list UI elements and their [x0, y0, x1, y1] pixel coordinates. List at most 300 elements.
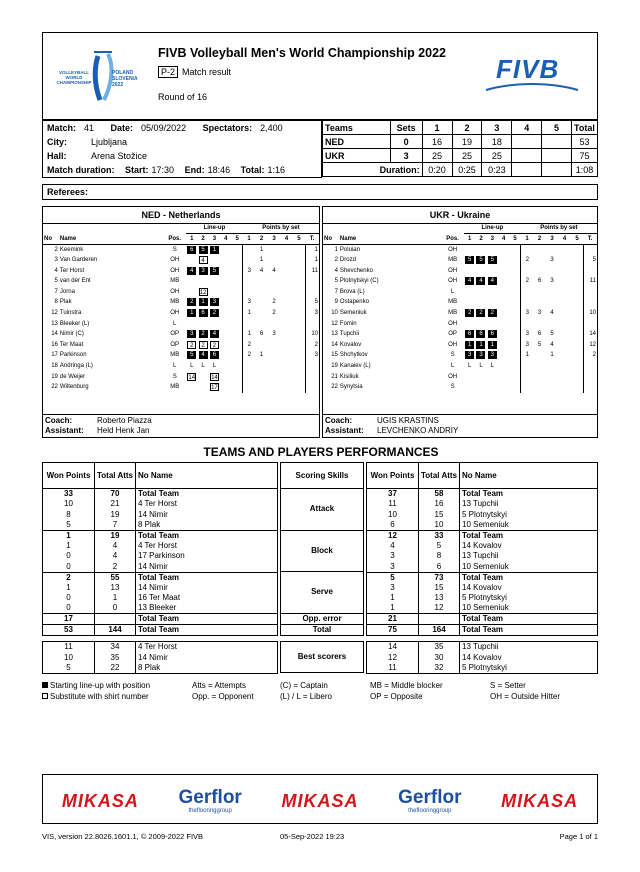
lineup-cell [220, 340, 231, 351]
set-points: 2 [272, 310, 276, 317]
roster-row [43, 350, 319, 361]
roster-col-header: 1 [186, 234, 197, 245]
lineup-cell [498, 297, 509, 308]
lineup-cell [231, 255, 242, 266]
perf-row [43, 551, 278, 561]
roster-row [323, 340, 597, 351]
legend-item: OH = Outside Hitter [490, 692, 561, 701]
lineup-cell [209, 340, 220, 351]
perf-col-header: Total Atts [95, 463, 136, 489]
player-position: L [173, 363, 177, 370]
roster-group-row [323, 223, 597, 234]
lineup-cell [475, 255, 486, 266]
team-title: NED - Netherlands [43, 207, 319, 223]
player-position: OP [448, 331, 457, 338]
score-sets: 3 [390, 149, 422, 163]
lineup-cell [498, 371, 509, 382]
lineup-mark: 6 [187, 246, 196, 254]
perf-value: 73 [419, 572, 460, 583]
lineup-cell [498, 244, 509, 255]
roster-col-header: 1 [243, 234, 255, 245]
set-points [558, 340, 571, 351]
set-points: 4 [259, 267, 264, 274]
perf-player: Total Team [460, 489, 598, 500]
lineup-cell [509, 287, 520, 298]
legend-item: (L) / L = Libero [280, 692, 332, 701]
match-number: 41 [84, 123, 95, 133]
player-number: 4 [54, 267, 58, 274]
set-points: 1 [259, 246, 264, 253]
set-points: 1 [550, 352, 554, 359]
perf-row [367, 663, 598, 674]
perf-player: Total Team [460, 625, 598, 636]
perf-value: 6 [419, 562, 460, 573]
player-position: OH [448, 246, 458, 253]
set-points [243, 318, 255, 329]
set-points [280, 340, 292, 351]
lineup-cell [498, 340, 509, 351]
score-set [542, 149, 572, 163]
set-points [268, 255, 280, 266]
roster-col-header: 1 [464, 234, 475, 245]
assistant-line [325, 426, 595, 436]
host-2: SLOVENIA [112, 76, 138, 82]
score-col-set5: 5 [542, 121, 572, 135]
empty-square-icon [42, 693, 48, 699]
perf-value: 17 [43, 614, 95, 625]
lineup-mark: 6 [210, 351, 219, 359]
roster-col-header: Name [59, 234, 163, 245]
player-number: 16 [51, 341, 58, 348]
lineup-cell [186, 340, 197, 351]
perf-row [43, 489, 278, 500]
coach-label: Coach: [325, 416, 353, 425]
city-value: Ljubljana [91, 137, 128, 147]
set-points [521, 361, 534, 372]
player-name: Synytsia [339, 384, 363, 391]
lineup-cell [220, 308, 231, 319]
sponsor-logos [42, 784, 598, 818]
match-label: Match: [47, 123, 76, 133]
skill-label: Total [281, 624, 364, 635]
player-position: OP [170, 331, 180, 338]
player-name: Shevchenko [339, 267, 373, 274]
roster-group-spacer [43, 223, 186, 234]
lineup-cell [209, 265, 220, 276]
set-points: 1 [243, 308, 255, 319]
mikasa-logo: MIKASA [281, 790, 359, 811]
city-label: City: [47, 137, 67, 147]
roster-col-header: 2 [255, 234, 267, 245]
lineup-mark: 6 [476, 330, 485, 338]
roster-group-spacer [323, 223, 464, 234]
lineup-cell [509, 276, 520, 287]
perf-value: 75 [367, 625, 419, 636]
lineup-cell [186, 382, 197, 393]
player-name: Tupchii [339, 331, 360, 338]
set-points [558, 308, 571, 319]
roster-title-row [43, 207, 319, 223]
player-position: MB [170, 299, 180, 306]
lineup-cell [475, 340, 486, 351]
player-number: 12 [331, 320, 338, 327]
set-points [546, 382, 559, 393]
lineup-cell [197, 382, 208, 393]
set-points [521, 287, 534, 298]
fivb-logo-text: FIVB [496, 54, 560, 84]
coach-line [325, 416, 595, 426]
lineup-cell [498, 361, 509, 372]
perf-value: 58 [419, 489, 460, 500]
perf-value: 70 [95, 489, 136, 500]
set-points [558, 371, 571, 382]
set-points [521, 297, 534, 308]
set-points [293, 255, 305, 266]
staff-block [43, 414, 319, 437]
staff-block [323, 414, 597, 437]
set-points [521, 371, 534, 382]
perf-value: 14 [367, 642, 419, 653]
lineup-cell [231, 276, 242, 287]
set-points [243, 255, 255, 266]
lineup-cell [197, 308, 208, 319]
roster-row [323, 371, 597, 382]
footer-printed: 05-Sep-2022 19:23 [280, 832, 345, 841]
perf-row [367, 652, 598, 662]
set-points: 2 [521, 276, 534, 287]
assistant-label: Assistant: [45, 426, 84, 435]
mikasa-logo: MIKASA [501, 790, 579, 811]
lineup-cell [509, 255, 520, 266]
perf-player: 4 Ter Horst [136, 642, 278, 653]
match-result-sheet [24, 10, 618, 862]
lineup-mark: 2 [199, 341, 208, 349]
lineup-cell [220, 361, 231, 372]
lineup-cell [509, 382, 520, 393]
roster-col-header: 5 [231, 234, 242, 245]
set-points [280, 361, 292, 372]
player-name: Semeniuk [339, 310, 367, 317]
roster-table [43, 207, 319, 393]
set-points [558, 350, 571, 361]
set-points [280, 297, 292, 308]
set-points [280, 255, 292, 266]
score-set: 25 [452, 149, 482, 163]
roster-row [323, 318, 597, 329]
score-team: UKR [323, 149, 391, 163]
perf-player: 10 Semeniuk [460, 562, 598, 573]
player-name: Van Garderen [59, 257, 98, 264]
score-total: 75 [571, 149, 597, 163]
perf-player: 14 Kovalov [460, 583, 598, 593]
set-points [293, 276, 305, 287]
player-name: Bleeker (L) [59, 320, 90, 327]
perf-player: 14 Nimir [136, 562, 278, 573]
ned-performance-table [42, 462, 278, 674]
score-col-total: Total [571, 121, 597, 135]
set-points: 6 [537, 278, 542, 285]
lineup-cell [197, 265, 208, 276]
lineup-cell [509, 340, 520, 351]
footer [42, 832, 598, 841]
lineup-cell [464, 361, 475, 372]
lineup-cell [209, 350, 220, 361]
perf-value: 3 [367, 583, 419, 593]
roster-col-header: Pos. [163, 234, 186, 245]
page-title: FIVB Volleyball Men's World Championship 2022 [158, 46, 446, 60]
lineup-mark: 1 [476, 341, 485, 349]
lineup-cell [186, 329, 197, 340]
assistant-label: Assistant: [325, 426, 364, 435]
player-name: Ter Maat [59, 341, 84, 348]
set-points [255, 361, 267, 372]
roster-row [43, 265, 319, 276]
start-label: Start: [125, 165, 149, 175]
perf-value: 22 [95, 663, 136, 674]
set-duration: 0:20 [422, 163, 452, 177]
set-points [571, 276, 584, 287]
player-total [583, 382, 597, 393]
player-position: OH [448, 373, 458, 380]
set-points [293, 329, 305, 340]
roster-col-header: 3 [268, 234, 280, 245]
roster-col-header: 3 [487, 234, 498, 245]
set-points [571, 382, 584, 393]
set-points [280, 308, 292, 319]
lineup-cell [475, 371, 486, 382]
player-number: 10 [331, 310, 338, 317]
perf-value: 15 [419, 509, 460, 519]
lineup-cell [464, 297, 475, 308]
skill-row [281, 613, 364, 624]
player-total: 2 [583, 350, 597, 361]
lineup-cell [231, 244, 242, 255]
lineup-mark: 2 [187, 298, 196, 306]
end-label: End: [184, 165, 205, 175]
lineup-cell [487, 361, 498, 372]
gerflor-logo [178, 788, 241, 815]
lineup-mark: 3 [476, 351, 485, 359]
lineup-cell [197, 276, 208, 287]
gerflor-name: Gerflor [178, 786, 242, 808]
lineup-cell [487, 287, 498, 298]
set-points: 1 [259, 352, 264, 359]
perf-row [43, 625, 278, 636]
player-total [305, 287, 319, 298]
perf-value: 4 [95, 541, 136, 551]
lineup-cell [464, 276, 475, 287]
roster-col-header: 5 [293, 234, 305, 245]
player-total: 2 [305, 340, 319, 351]
player-position: OH [170, 267, 180, 274]
gerflor-tagline: theflooringgroup [188, 807, 232, 814]
set-points [533, 350, 546, 361]
lineup-cell [487, 350, 498, 361]
set-points: 3 [550, 257, 554, 264]
set-points [280, 265, 292, 276]
spectators-label: Spectators: [202, 123, 253, 133]
roster-row [323, 297, 597, 308]
total-duration: 1:08 [571, 163, 597, 177]
lineup-mark: 4 [465, 277, 474, 285]
set-points [533, 371, 546, 382]
perf-col-header: Won Points [367, 463, 419, 489]
set-points [558, 361, 571, 372]
score-set: 25 [482, 149, 512, 163]
skill-row [281, 572, 364, 614]
perf-player: 8 Plak [136, 663, 278, 674]
player-number: 21 [331, 373, 338, 380]
set-points [571, 371, 584, 382]
lineup-cell [464, 371, 475, 382]
player-total [305, 382, 319, 393]
lineup-mark: 3 [210, 298, 219, 306]
player-total [583, 318, 597, 329]
perf-value: 55 [95, 572, 136, 583]
set-points [268, 287, 280, 298]
roster-col-header: Pos. [441, 234, 464, 245]
perf-row [367, 614, 598, 625]
lineup-cell [220, 350, 231, 361]
gerflor-name: Gerflor [398, 786, 462, 808]
set-points [255, 318, 267, 329]
set-points [546, 371, 559, 382]
roster-col-header: 2 [197, 234, 208, 245]
player-position: MB [448, 310, 458, 317]
lineup-cell [197, 244, 208, 255]
referees-label: Referees: [47, 187, 89, 197]
roster-row [323, 265, 597, 276]
perf-row [43, 562, 278, 573]
score-sets: 0 [390, 135, 422, 149]
lineup-mark: L [201, 363, 205, 370]
perf-player: 4 Ter Horst [136, 541, 278, 551]
perf-row [43, 572, 278, 583]
lineup-cell [464, 340, 475, 351]
score-col-set2: 2 [452, 121, 482, 135]
lineup-cell [464, 244, 475, 255]
lineup-cell [209, 382, 220, 393]
roster-row [43, 329, 319, 340]
lineup-cell [498, 255, 509, 266]
set-points: 4 [550, 310, 554, 317]
player-number: 22 [331, 384, 338, 391]
player-total [305, 318, 319, 329]
set-points [546, 297, 559, 308]
player-total [583, 265, 597, 276]
player-name: Andringa (L) [59, 363, 93, 370]
set-points [571, 361, 584, 372]
lineup-cell [509, 329, 520, 340]
roster-row [323, 255, 597, 266]
set-points: 1 [521, 350, 534, 361]
perf-row [43, 520, 278, 531]
player-number: 4 [334, 267, 338, 274]
perf-row [43, 614, 278, 625]
lineup-cell [186, 371, 197, 382]
perf-value: 3 [367, 562, 419, 573]
set-points: 2 [243, 340, 255, 351]
player-position: OH [448, 267, 458, 274]
perf-player: 13 Tupchii [460, 551, 598, 561]
player-total: 11 [583, 276, 597, 287]
perf-player: 16 Ter Maat [136, 593, 278, 603]
lineup-mark: 6 [199, 309, 208, 317]
skill-row [281, 624, 364, 635]
roster-col-header: T. [305, 234, 319, 245]
perf-value: 19 [95, 530, 136, 541]
set-points: 3 [521, 329, 534, 340]
perf-value: 21 [95, 499, 136, 509]
filled-square-icon [42, 682, 48, 688]
lineup-cell [475, 276, 486, 287]
lineup-cell [220, 276, 231, 287]
round-label: Round of 16 [158, 92, 208, 102]
set-points: 6 [537, 331, 542, 338]
lineup-cell [186, 255, 197, 266]
player-total: 14 [583, 329, 597, 340]
skill-col-header: Scoring Skills [281, 463, 364, 489]
perf-header-row [367, 463, 598, 489]
perf-value: 11 [367, 663, 419, 674]
team-title: UKR - Ukraine [323, 207, 597, 223]
set-points: 2 [521, 255, 534, 266]
lineup-cell [509, 244, 520, 255]
perf-player: 17 Parkinson [136, 551, 278, 561]
perf-value: 53 [43, 625, 95, 636]
player-number: 19 [51, 373, 58, 380]
perf-value: 7 [95, 520, 136, 531]
lineup-mark: 5 [210, 267, 219, 275]
set-points [280, 276, 292, 287]
player-name: Ter Horst [59, 267, 85, 274]
player-number: 5 [334, 278, 338, 285]
perf-value: 0 [43, 603, 95, 614]
lineup-cell [464, 287, 475, 298]
set-points [293, 297, 305, 308]
set-points [571, 308, 584, 319]
player-name: Plotnytskyi (C) [339, 278, 379, 285]
lineup-cell [197, 329, 208, 340]
lineup-cell [209, 255, 220, 266]
set-points [521, 244, 534, 255]
score-set [512, 149, 542, 163]
lineup-cell [498, 350, 509, 361]
perf-value: 15 [419, 583, 460, 593]
lineup-mark: 3 [488, 351, 497, 359]
player-name: Ostapenko [339, 299, 369, 306]
lineup-cell [197, 318, 208, 329]
perf-value: 10 [419, 520, 460, 531]
perf-value: 3 [367, 551, 419, 561]
player-total [305, 276, 319, 287]
set-points [243, 276, 255, 287]
set-points [521, 382, 534, 393]
set-points [268, 244, 280, 255]
lineup-cell [209, 361, 220, 372]
perf-player: 14 Nimir [136, 583, 278, 593]
lineup-mark: 14 [211, 374, 218, 381]
player-name: Keemink [59, 246, 84, 253]
perf-value: 32 [419, 663, 460, 674]
perf-col-header: No Name [460, 463, 598, 489]
roster-col-header: No [43, 234, 59, 245]
score-total: 53 [571, 135, 597, 149]
team-box-ukr [322, 206, 598, 438]
roster-col-header: Name [339, 234, 441, 245]
lineup-mark: 2 [199, 330, 208, 338]
lineup-mark: L [190, 363, 194, 370]
